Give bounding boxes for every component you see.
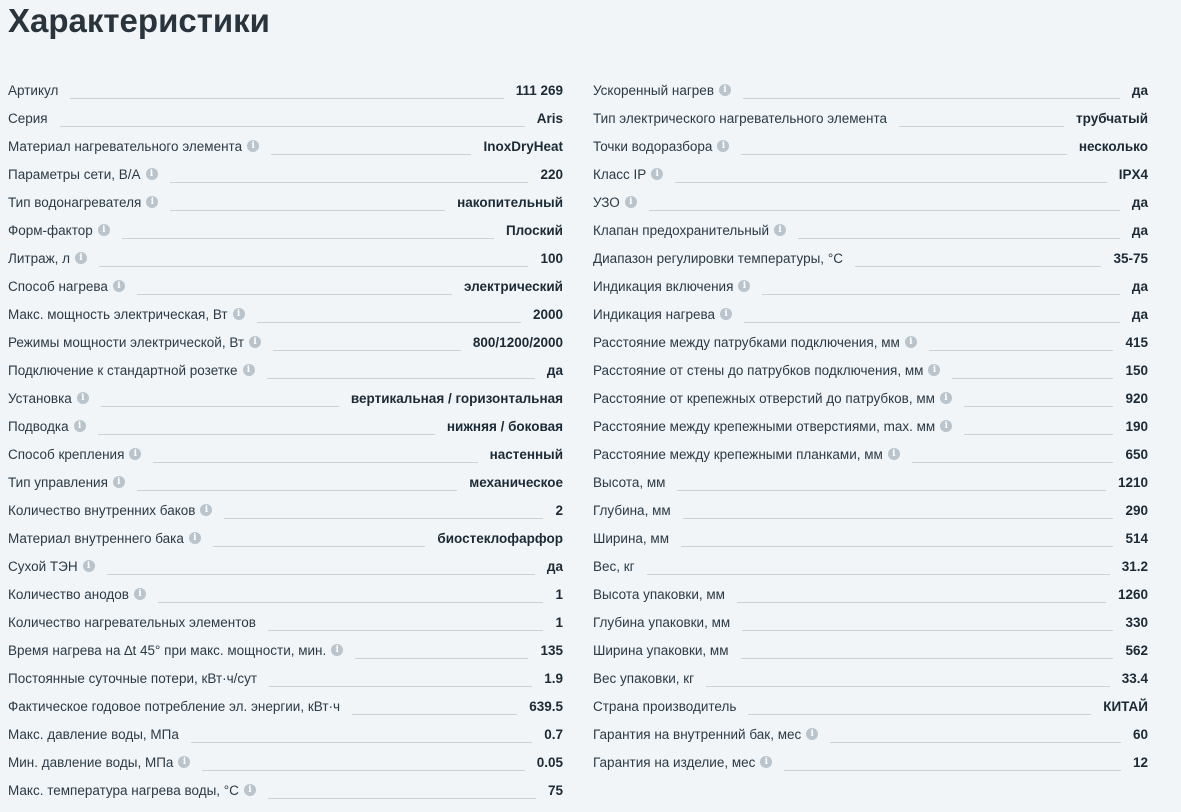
info-icon[interactable]: i [331, 644, 343, 656]
spec-label [8, 419, 86, 434]
spec-label [593, 531, 669, 546]
spec-label [593, 335, 917, 350]
spec-label [593, 279, 750, 294]
spec-label-text: Гарантия на изделие, мес [593, 754, 756, 770]
dotted-leader [742, 630, 1113, 631]
spec-value: 12 [1132, 754, 1148, 770]
spec-row [593, 552, 1148, 580]
spec-label-text: Количество нагревательных элементов [8, 614, 256, 630]
dotted-leader [224, 518, 543, 519]
spec-value: да [546, 558, 563, 574]
dotted-leader [706, 686, 1110, 687]
spec-label [593, 251, 843, 266]
spec-row [8, 132, 563, 160]
spec-label [593, 195, 637, 210]
spec-row [8, 244, 563, 272]
spec-label-text: Артикул [8, 82, 59, 98]
spec-row [8, 384, 563, 412]
spec-row [8, 76, 563, 104]
dotted-leader [681, 546, 1113, 547]
spec-row [8, 496, 563, 524]
spec-row [8, 328, 563, 356]
dotted-leader [170, 210, 445, 211]
info-icon[interactable]: i [717, 140, 729, 152]
spec-row [593, 160, 1148, 188]
spec-value: 0.05 [536, 754, 563, 770]
spec-label-text: Режимы мощности электрической, Вт [8, 334, 245, 350]
dotted-leader [99, 266, 528, 267]
specs-right-column [593, 76, 1148, 776]
dotted-leader [677, 490, 1106, 491]
spec-label [593, 447, 900, 462]
spec-value: Плоский [505, 222, 563, 238]
dotted-leader [855, 266, 1102, 267]
spec-row [8, 608, 563, 636]
spec-value: несколько [1078, 138, 1148, 154]
spec-label-text: Мин. давление воды, МПа [8, 754, 174, 770]
spec-label-text: Гарантия на внутренний бак, мес [593, 726, 802, 742]
spec-label-text: Параметры сети, В/А [8, 166, 141, 182]
spec-row [593, 664, 1148, 692]
spec-label-text: Форм-фактор [8, 222, 93, 238]
dotted-leader [122, 238, 494, 239]
spec-row [593, 356, 1148, 384]
spec-value: 2000 [532, 306, 563, 322]
spec-row [593, 440, 1148, 468]
spec-label [8, 643, 343, 658]
spec-label [8, 447, 141, 462]
dotted-leader [107, 574, 535, 575]
spec-value: 100 [540, 250, 563, 266]
info-icon[interactable]: i [77, 392, 89, 404]
dotted-leader [269, 686, 532, 687]
info-icon[interactable]: i [905, 336, 917, 348]
spec-value: биостеклофарфор [437, 530, 563, 546]
spec-label-text: Способ крепления [8, 446, 125, 462]
info-icon[interactable]: i [928, 364, 940, 376]
spec-value: 800/1200/2000 [472, 334, 563, 350]
info-icon[interactable]: i [146, 168, 158, 180]
dotted-leader [830, 742, 1121, 743]
spec-row [593, 524, 1148, 552]
info-icon[interactable]: i [98, 224, 110, 236]
dotted-leader [649, 210, 1120, 211]
spec-label-text: Диапазон регулировки температуры, °С [593, 250, 843, 266]
spec-label [593, 391, 952, 406]
spec-label [593, 671, 694, 686]
spec-row [8, 664, 563, 692]
info-icon[interactable]: i [719, 84, 731, 96]
spec-value: КИТАЙ [1103, 698, 1148, 714]
spec-label-text: Литраж, л [8, 250, 71, 266]
dotted-leader [743, 98, 1120, 99]
spec-row [593, 76, 1148, 104]
info-icon[interactable]: i [83, 560, 95, 572]
spec-label [8, 223, 110, 238]
spec-label-text: Расстояние между крепежными отверстиями, max. мм [593, 418, 936, 434]
spec-row [593, 608, 1148, 636]
spec-label-text: Страна производитель [593, 698, 737, 714]
spec-label-text: Подводка [8, 418, 69, 434]
dotted-leader [647, 574, 1110, 575]
spec-label-text: Вес, кг [593, 558, 635, 574]
info-icon[interactable]: i [134, 588, 146, 600]
spec-row [593, 132, 1148, 160]
spec-label [8, 755, 190, 770]
spec-label [8, 111, 48, 126]
dotted-leader [98, 434, 435, 435]
spec-row [8, 636, 563, 664]
spec-value: 150 [1125, 362, 1148, 378]
info-icon[interactable]: i [625, 196, 637, 208]
spec-label [593, 111, 887, 126]
spec-value: 220 [540, 166, 563, 182]
spec-row [593, 720, 1148, 748]
spec-label [8, 559, 95, 574]
info-icon[interactable]: i [189, 532, 201, 544]
spec-row [8, 272, 563, 300]
spec-label [593, 503, 671, 518]
spec-label-text: Расстояние между крепежными планками, мм [593, 446, 883, 462]
spec-label-text: Макс. давление воды, МПа [8, 726, 179, 742]
spec-label [593, 223, 786, 238]
spec-label [8, 699, 340, 714]
spec-value: 33.4 [1121, 670, 1148, 686]
spec-label-text: Ширина упаковки, мм [593, 642, 729, 658]
spec-value: 1260 [1117, 586, 1148, 602]
spec-row [8, 552, 563, 580]
spec-value: 111 269 [515, 82, 563, 98]
dotted-leader [273, 350, 461, 351]
spec-row [8, 412, 563, 440]
dotted-leader [191, 742, 532, 743]
dotted-leader [268, 630, 544, 631]
spec-row [593, 328, 1148, 356]
dotted-leader [899, 126, 1064, 127]
spec-row [8, 524, 563, 552]
info-icon[interactable]: i [249, 336, 261, 348]
info-icon[interactable]: i [774, 224, 786, 236]
dotted-leader [964, 434, 1113, 435]
info-icon[interactable]: i [940, 392, 952, 404]
spec-label-text: Вес упаковки, кг [593, 670, 695, 686]
spec-row [593, 244, 1148, 272]
info-icon[interactable]: i [244, 784, 256, 796]
spec-row [593, 384, 1148, 412]
spec-value: 290 [1125, 502, 1148, 518]
spec-value: 60 [1132, 726, 1148, 742]
spec-label [593, 167, 663, 182]
spec-label-text: Тип водонагревателя [8, 194, 142, 210]
dotted-leader [762, 294, 1120, 295]
spec-row [8, 104, 563, 132]
spec-value: InoxDryHeat [483, 138, 563, 154]
spec-value: накопительный [457, 194, 563, 210]
spec-row [8, 440, 563, 468]
info-icon[interactable]: i [233, 308, 245, 320]
spec-value: нижняя / боковая [446, 418, 563, 434]
spec-label [8, 615, 256, 630]
spec-label-text: Глубина, мм [593, 502, 671, 518]
spec-label-text: Расстояние от крепежных отверстий до патрубков, мм [593, 390, 935, 406]
dotted-leader [737, 602, 1106, 603]
spec-value: 0.7 [544, 726, 563, 742]
spec-label [8, 587, 146, 602]
spec-value: 920 [1125, 390, 1148, 406]
spec-label-text: Количество внутренних баков [8, 502, 196, 518]
dotted-leader [153, 462, 477, 463]
dotted-leader [741, 154, 1066, 155]
spec-label [593, 83, 731, 98]
info-icon[interactable]: i [247, 140, 259, 152]
spec-label [8, 475, 125, 490]
page-title: Характеристики [8, 2, 270, 39]
info-icon[interactable]: i [146, 196, 158, 208]
dotted-leader [137, 490, 457, 491]
spec-label [593, 727, 818, 742]
spec-label-text: Ширина, мм [593, 530, 669, 546]
spec-label [8, 391, 89, 406]
info-icon[interactable]: i [738, 280, 750, 292]
spec-row [8, 300, 563, 328]
spec-value: 514 [1125, 530, 1148, 546]
spec-label [8, 531, 201, 546]
info-icon[interactable]: i [806, 728, 818, 740]
dotted-leader [70, 98, 503, 99]
spec-value: трубчатый [1076, 110, 1148, 126]
info-icon[interactable]: i [651, 168, 663, 180]
spec-value: 1210 [1117, 474, 1148, 490]
dotted-leader [748, 714, 1091, 715]
info-icon[interactable]: i [113, 476, 125, 488]
spec-row [8, 692, 563, 720]
spec-row [593, 468, 1148, 496]
info-icon[interactable]: i [888, 448, 900, 460]
spec-row [8, 468, 563, 496]
spec-label [8, 307, 245, 322]
spec-label-text: Индикация нагрева [593, 306, 716, 322]
spec-label [593, 755, 772, 770]
spec-row [593, 580, 1148, 608]
spec-label-text: Расстояние от стены до патрубков подключения, мм [593, 362, 924, 378]
info-icon[interactable]: i [75, 252, 87, 264]
spec-row [8, 776, 563, 804]
dotted-leader [352, 714, 517, 715]
spec-row [8, 720, 563, 748]
spec-row [593, 216, 1148, 244]
spec-value: электрический [464, 278, 563, 294]
info-icon[interactable]: i [178, 756, 190, 768]
dotted-leader [952, 378, 1113, 379]
spec-value: да [1131, 82, 1148, 98]
info-icon[interactable]: i [940, 420, 952, 432]
spec-label-text: Время нагрева на ∆t 45° при макс. мощности, мин. [8, 642, 327, 658]
spec-label-text: Сухой ТЭН [8, 558, 78, 574]
spec-label-text: Высота упаковки, мм [593, 586, 725, 602]
spec-label-text: Расстояние между патрубками подключения, мм [593, 334, 900, 350]
dotted-leader [741, 658, 1114, 659]
spec-label-text: Серия [8, 110, 48, 126]
spec-label [8, 727, 179, 742]
spec-value: вертикальная / горизонтальная [350, 390, 563, 406]
spec-label [593, 419, 952, 434]
dotted-leader [355, 658, 528, 659]
info-icon[interactable]: i [200, 504, 212, 516]
spec-label [593, 475, 665, 490]
spec-value: 31.2 [1121, 558, 1148, 574]
spec-label [593, 699, 736, 714]
spec-value: да [1131, 306, 1148, 322]
dotted-leader [964, 406, 1114, 407]
spec-label-text: УЗО [593, 194, 620, 210]
spec-label [593, 363, 940, 378]
spec-value: 190 [1125, 418, 1148, 434]
spec-value: 562 [1125, 642, 1148, 658]
spec-label [8, 83, 58, 98]
spec-label [8, 363, 255, 378]
spec-row [8, 188, 563, 216]
spec-row [8, 160, 563, 188]
spec-value: 35-75 [1113, 250, 1148, 266]
spec-value: да [1131, 278, 1148, 294]
spec-label-text: Клапан предохранительный [593, 222, 770, 238]
spec-value: 1 [555, 614, 563, 630]
dotted-leader [784, 770, 1121, 771]
spec-row [593, 636, 1148, 664]
spec-value: IPX4 [1118, 166, 1148, 182]
dotted-leader [271, 154, 471, 155]
spec-row [593, 104, 1148, 132]
spec-value: 2 [555, 502, 563, 518]
spec-label-text: Тип управления [8, 474, 108, 490]
spec-label-text: Способ нагрева [8, 278, 108, 294]
spec-label-text: Индикация включения [593, 278, 734, 294]
spec-label [593, 139, 729, 154]
spec-value: настенный [489, 446, 563, 462]
info-icon[interactable]: i [243, 364, 255, 376]
spec-label [8, 671, 257, 686]
info-icon[interactable]: i [74, 420, 86, 432]
spec-row [8, 580, 563, 608]
spec-label [8, 195, 158, 210]
spec-value: 1 [555, 586, 563, 602]
dotted-leader [267, 378, 535, 379]
spec-label-text: Высота, мм [593, 474, 666, 490]
spec-value: 639.5 [529, 698, 563, 714]
dotted-leader [137, 294, 452, 295]
dotted-leader [268, 798, 536, 799]
dotted-leader [683, 518, 1114, 519]
spec-label-text: Постоянные суточные потери, кВт·ч/сут [8, 670, 258, 686]
spec-label [593, 307, 732, 322]
spec-label [593, 559, 635, 574]
spec-label [593, 615, 730, 630]
spec-label-text: Макс. мощность электрическая, Вт [8, 306, 228, 322]
spec-value: механическое [469, 474, 563, 490]
dotted-leader [170, 182, 529, 183]
spec-label-text: Класс IP [593, 166, 647, 182]
spec-label-text: Ускоренный нагрев [593, 82, 714, 98]
info-icon[interactable]: i [129, 448, 141, 460]
spec-row [593, 692, 1148, 720]
spec-label-text: Материал внутреннего бака [8, 530, 184, 546]
spec-label-text: Точки водоразбора [593, 138, 713, 154]
spec-label [593, 587, 725, 602]
spec-label [8, 251, 87, 266]
spec-value: 650 [1125, 446, 1148, 462]
spec-value: Aris [536, 110, 563, 126]
specs-left-column [8, 76, 563, 804]
spec-row [8, 748, 563, 776]
spec-label [8, 167, 158, 182]
spec-label-text: Подключение к стандартной розетке [8, 362, 238, 378]
spec-label-text: Количество анодов [8, 586, 129, 602]
spec-row [593, 272, 1148, 300]
spec-value: да [1131, 194, 1148, 210]
spec-label-text: Макс. температура нагрева воды, °С [8, 782, 239, 798]
spec-label-text: Глубина упаковки, мм [593, 614, 731, 630]
dotted-leader [798, 238, 1120, 239]
spec-row [593, 748, 1148, 776]
spec-row [593, 412, 1148, 440]
spec-value: 75 [547, 782, 563, 798]
spec-label-text: Фактическое годовое потребление эл. энергии, кВт·ч [8, 698, 341, 714]
spec-label [8, 783, 256, 798]
spec-label-text: Установка [8, 390, 72, 406]
spec-value: 330 [1125, 614, 1148, 630]
spec-label-text: Материал нагревательного элемента [8, 138, 243, 154]
dotted-leader [60, 126, 525, 127]
spec-label [593, 643, 729, 658]
spec-row [593, 188, 1148, 216]
spec-row [8, 216, 563, 244]
dotted-leader [213, 546, 426, 547]
spec-label [8, 279, 125, 294]
dotted-leader [675, 182, 1106, 183]
spec-row [8, 356, 563, 384]
spec-value: 415 [1125, 334, 1148, 350]
dotted-leader [101, 406, 339, 407]
info-icon[interactable]: i [760, 756, 772, 768]
spec-label [8, 503, 212, 518]
spec-label [8, 335, 261, 350]
spec-value: да [1131, 222, 1148, 238]
info-icon[interactable]: i [720, 308, 732, 320]
dotted-leader [202, 770, 524, 771]
spec-label [8, 139, 259, 154]
spec-row [593, 496, 1148, 524]
dotted-leader [929, 350, 1114, 351]
dotted-leader [744, 322, 1120, 323]
dotted-leader [912, 462, 1114, 463]
dotted-leader [257, 322, 521, 323]
spec-value: 1.9 [544, 670, 563, 686]
spec-value: да [546, 362, 563, 378]
dotted-leader [158, 602, 544, 603]
spec-row [593, 300, 1148, 328]
info-icon[interactable]: i [113, 280, 125, 292]
spec-value: 135 [540, 642, 563, 658]
spec-label-text: Тип электрического нагревательного элемента [593, 110, 888, 126]
